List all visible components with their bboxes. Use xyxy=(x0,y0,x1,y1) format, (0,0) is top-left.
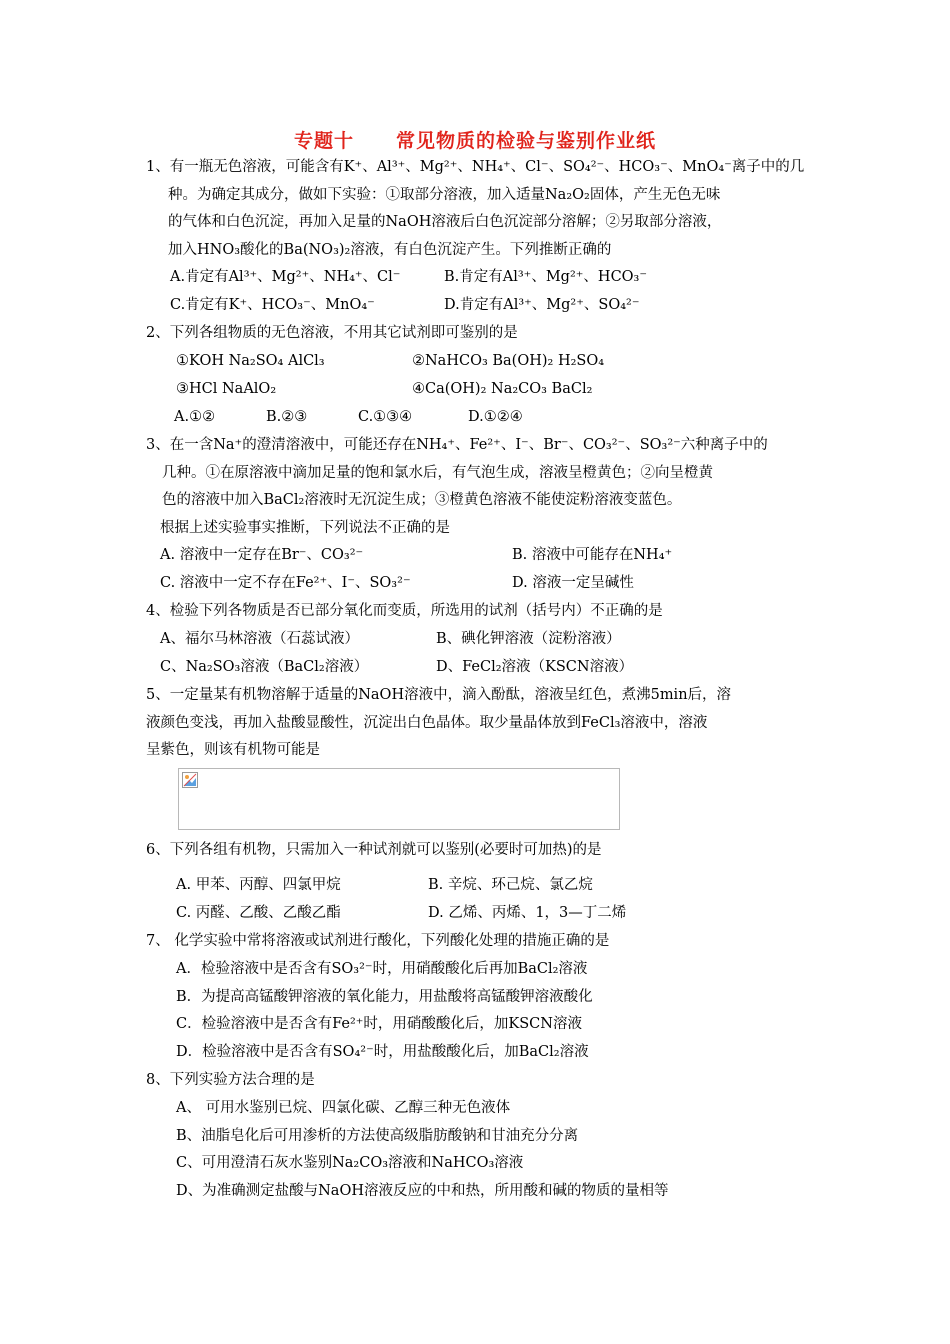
text-line: D．检验溶液中是否含有SO₄²⁻时，用盐酸酸化后，加BaCl₂溶液 xyxy=(176,1044,589,1060)
text-line: A、福尔马林溶液（石蕊试液） xyxy=(160,631,359,647)
text-line: C.①③④ xyxy=(358,409,413,425)
text-line: C、可用澄清石灰水鉴别Na₂CO₃溶液和NaHCO₃溶液 xyxy=(176,1155,524,1171)
text-line: B.肯定有Al³⁺、Mg²⁺、HCO₃⁻ xyxy=(444,269,648,285)
text-line: B. 溶液中可能存在NH₄⁺ xyxy=(512,547,673,563)
text-line: C、Na₂SO₃溶液（BaCl₂溶液） xyxy=(160,659,369,675)
page-title xyxy=(0,126,950,153)
text-line: 2、下列各组物质的无色溶液，不用其它试剂即可鉴别的是 xyxy=(146,325,518,341)
text-line: 色的溶液中加入BaCl₂溶液时无沉淀生成；③橙黄色溶液不能使淀粉溶液变蓝色。 xyxy=(162,492,682,508)
text-line: 的气体和白色沉淀，再加入足量的NaOH溶液后白色沉淀部分溶解；②另取部分溶液， xyxy=(168,214,722,230)
title-name: 常见物质的检验与鉴别作业纸 xyxy=(396,130,657,152)
text-line: 4、检验下列各物质是否已部分氧化而变质，所选用的试剂（括号内）不正确的是 xyxy=(146,603,663,619)
text-line: A.①② xyxy=(174,409,216,425)
text-line: ②NaHCO₃ Ba(OH)₂ H₂SO₄ xyxy=(412,353,605,369)
text-line: A. 溶液中一定存在Br⁻、CO₃²⁻ xyxy=(160,547,364,563)
text-line: B.②③ xyxy=(266,409,308,425)
text-line: 加入HNO₃酸化的Ba(NO₃)₂溶液，有白色沉淀产生。下列推断正确的 xyxy=(168,242,612,258)
text-line: B．为提高高锰酸钾溶液的氧化能力，用盐酸将高锰酸钾溶液酸化 xyxy=(176,989,593,1005)
text-line: C. 丙醛、乙酸、乙酸乙酯 xyxy=(176,905,341,921)
text-line: A. 甲苯、丙醇、四氯甲烷 xyxy=(176,877,341,893)
text-line: 6、下列各组有机物，只需加入一种试剂就可以鉴别(必要时可加热)的是 xyxy=(146,842,602,858)
text-line: 根据上述实验事实推断，下列说法不正确的是 xyxy=(160,520,450,536)
image-placeholder xyxy=(178,768,620,830)
text-line: B. 辛烷、环己烷、氯乙烷 xyxy=(428,877,593,893)
title-topic: 专题十 xyxy=(293,130,354,152)
text-line: D.①②④ xyxy=(468,409,523,425)
text-line: C. 溶液中一定不存在Fe²⁺、I⁻、SO₃²⁻ xyxy=(160,575,411,591)
text-line: D、为准确测定盐酸与NaOH溶液反应的中和热，所用酸和碱的物质的量相等 xyxy=(176,1183,669,1199)
text-line: C.肯定有K⁺、HCO₃⁻、MnO₄⁻ xyxy=(170,297,375,313)
text-line: 几种。①在原溶液中滴加足量的饱和氯水后，有气泡生成，溶液呈橙黄色；②向呈橙黄 xyxy=(162,465,713,481)
text-line: B、油脂皂化后可用渗析的方法使高级脂肪酸钠和甘油充分分离 xyxy=(176,1128,579,1144)
text-line: ①KOH Na₂SO₄ AlCl₃ xyxy=(176,353,325,369)
text-line: 呈紫色，则该有机物可能是 xyxy=(146,742,320,758)
text-line: ④Ca(OH)₂ Na₂CO₃ BaCl₂ xyxy=(412,381,593,397)
text-line: 1、有一瓶无色溶液，可能含有K⁺、Al³⁺、Mg²⁺、NH₄⁺、Cl⁻、SO₄²⁻、HCO₃⁻、MnO₄⁻离子中的几 xyxy=(146,159,805,175)
text-line: A.肯定有Al³⁺、Mg²⁺、NH₄⁺、Cl⁻ xyxy=(170,269,401,285)
text-line: 8、下列实验方法合理的是 xyxy=(146,1072,315,1088)
text-line: A．检验溶液中是否含有SO₃²⁻时，用硝酸酸化后再加BaCl₂溶液 xyxy=(176,961,588,977)
text-line: ③HCl NaAlO₂ xyxy=(176,381,277,397)
text-line: 种。为确定其成分，做如下实验：①取部分溶液，加入适量Na₂O₂固体，产生无色无味 xyxy=(168,187,721,203)
text-line: B、碘化钾溶液（淀粉溶液） xyxy=(436,631,621,647)
text-line: D.肯定有Al³⁺、Mg²⁺、SO₄²⁻ xyxy=(444,297,640,313)
text-line: D、FeCl₂溶液（KSCN溶液） xyxy=(436,659,634,675)
text-line: D. 溶液一定呈碱性 xyxy=(512,575,634,591)
text-line: 7、 化学实验中常将溶液或试剂进行酸化，下列酸化处理的措施正确的是 xyxy=(146,933,610,949)
text-line: C．检验溶液中是否含有Fe²⁺时，用硝酸酸化后，加KSCN溶液 xyxy=(176,1016,582,1032)
text-line: 液颜色变浅，再加入盐酸显酸性，沉淀出白色晶体。取少量晶体放到FeCl₃溶液中，溶液 xyxy=(146,715,708,731)
text-line: 5、一定量某有机物溶解于适量的NaOH溶液中，滴入酚酞，溶液呈红色，煮沸5min后，溶 xyxy=(146,687,732,703)
text-line: 3、在一含Na⁺的澄清溶液中，可能还存在NH₄⁺、Fe²⁺、I⁻、Br⁻、CO₃²⁻、SO₃²⁻六种离子中的 xyxy=(146,437,768,453)
broken-image-icon xyxy=(182,772,198,788)
text-line: D. 乙烯、丙烯、1，3—丁二烯 xyxy=(428,905,627,921)
text-line: A、 可用水鉴别已烷、四氯化碳、乙醇三种无色液体 xyxy=(176,1100,511,1116)
